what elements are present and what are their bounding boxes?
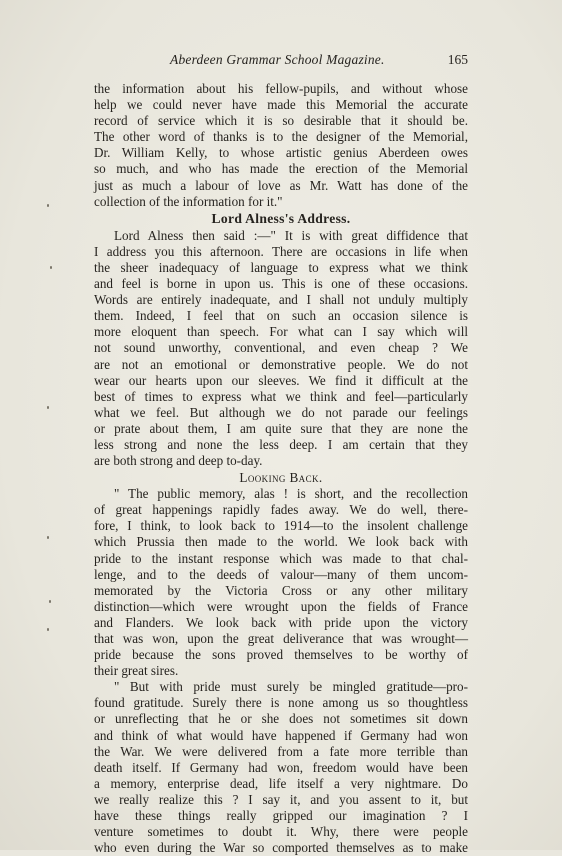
text-line: Words are entirely inadequate, and I shall not unduly multiply: [94, 292, 468, 308]
text-line: fore, I think, to look back to 1914—to the insolent challenge: [94, 518, 468, 534]
text-line: I address you this afternoon. There are occasions in life when: [94, 243, 468, 259]
text-line: their great sires.: [94, 663, 179, 679]
text-line: Lord Alness then said :—" It is with great diffidence that: [114, 227, 468, 243]
text-line: we really realize this ? I say it, and you assent to it, but: [94, 791, 468, 807]
text-line: just as much a labour of love as Mr. Watt has done of the: [94, 177, 468, 193]
running-title: Aberdeen Grammar School Magazine.: [170, 52, 385, 67]
text-line: record of service which it is so desirable that it should be.: [94, 113, 468, 129]
text-line: more eloquent than speech. For what can I say which will: [94, 324, 468, 340]
page-number: 165: [447, 52, 468, 67]
text-line: so much, and who has made the erection of the Memorial: [94, 161, 468, 177]
margin-speck: [47, 204, 49, 207]
margin-speck: [49, 600, 51, 603]
text-line: or unreflecting that he or she does not sometimes sit down: [94, 711, 468, 727]
text-line: " The public memory, alas ! is short, and the recollection: [114, 486, 468, 502]
text-line: have these things really gripped our imagination ? I: [94, 808, 468, 824]
text-line: " But with pride must surely be mingled gratitude—pro-: [114, 679, 468, 695]
text-line: pride because the sons proved themselves to be worthy of: [94, 647, 468, 663]
text-line: and Flanders. We look back with pride upon the victory: [94, 614, 468, 630]
text-line: are not an emotional or demonstrative people. We do not: [94, 356, 468, 372]
text-line: what we feel. But although we do not parade our feelings: [94, 404, 468, 420]
text-line: wear our hearts upon our sleeves. We find it difficult at the: [94, 372, 468, 388]
text-line: them. Indeed, I feel that on such an occasion silence is: [94, 308, 468, 324]
page-body: [94, 81, 468, 856]
margin-speck: [47, 628, 49, 631]
text-line: pride to the instant response which was made to that chal-: [94, 550, 468, 566]
text-line: of great happenings rapidly fades away. We do well, there-: [94, 502, 468, 518]
text-line: which Prussia then made to the world. We look back with: [94, 534, 468, 550]
section-heading: Lord Alness's Address.: [211, 210, 351, 226]
text-line: the War. We were delivered from a fate more terrible than: [94, 743, 468, 759]
text-line: memorated by the Victoria Cross or any other military: [94, 582, 468, 598]
text-line: best of times to express what we think and feel—particularly: [94, 388, 468, 404]
subsection-heading: Looking Back.: [239, 470, 323, 486]
text-line: Dr. William Kelly, to whose artistic genius Aberdeen owes: [94, 145, 468, 161]
paragraph-memory: [94, 486, 468, 679]
text-line: the sheer inadequacy of language to express what we think: [94, 259, 468, 275]
text-line: and think of what would have happened if Germany had won: [94, 727, 468, 743]
paragraph-thanks: [94, 81, 468, 210]
text-line: a memory, enterprise dead, life itself a very nightmare. Do: [94, 775, 468, 791]
text-line: not sound unworthy, conventional, and even cheap ? We: [94, 340, 468, 356]
text-line: lenge, and to the deeds of valour—many of them uncom-: [94, 566, 468, 582]
paragraph-gratitude: [94, 679, 468, 856]
text-line: who even during the War so comported themselves as to make: [94, 840, 468, 856]
text-line: collection of the information for it.": [94, 193, 283, 209]
text-line: The other word of thanks is to the designer of the Memorial,: [94, 129, 468, 145]
text-line: or prate about them, I am quite sure that they are none the: [94, 420, 468, 436]
text-line: venture sometimes to doubt it. Why, there were people: [94, 824, 468, 840]
text-line: found gratitude. Surely there is none among us so thoughtless: [94, 695, 468, 711]
text-line: are both strong and deep to-day.: [94, 453, 263, 469]
text-line: help we could never have made this Memorial the accurate: [94, 97, 468, 113]
page-header: [94, 52, 468, 70]
text-line: distinction—which were wrought upon the fields of France: [94, 598, 468, 614]
margin-speck: [50, 266, 52, 269]
text-line: the information about his fellow-pupils, and without whose: [94, 81, 468, 96]
text-line: and feel is borne in upon us. This is one of these occasions.: [94, 276, 468, 292]
text-line: less strong and none the less deep. I am certain that they: [94, 436, 468, 452]
margin-speck: [47, 536, 49, 539]
margin-speck: [47, 406, 49, 409]
text-line: death itself. If Germany had won, freedom would have been: [94, 759, 468, 775]
text-line: that was won, upon the great deliverance that was wrought—: [94, 631, 468, 646]
paragraph-address: [94, 228, 468, 469]
